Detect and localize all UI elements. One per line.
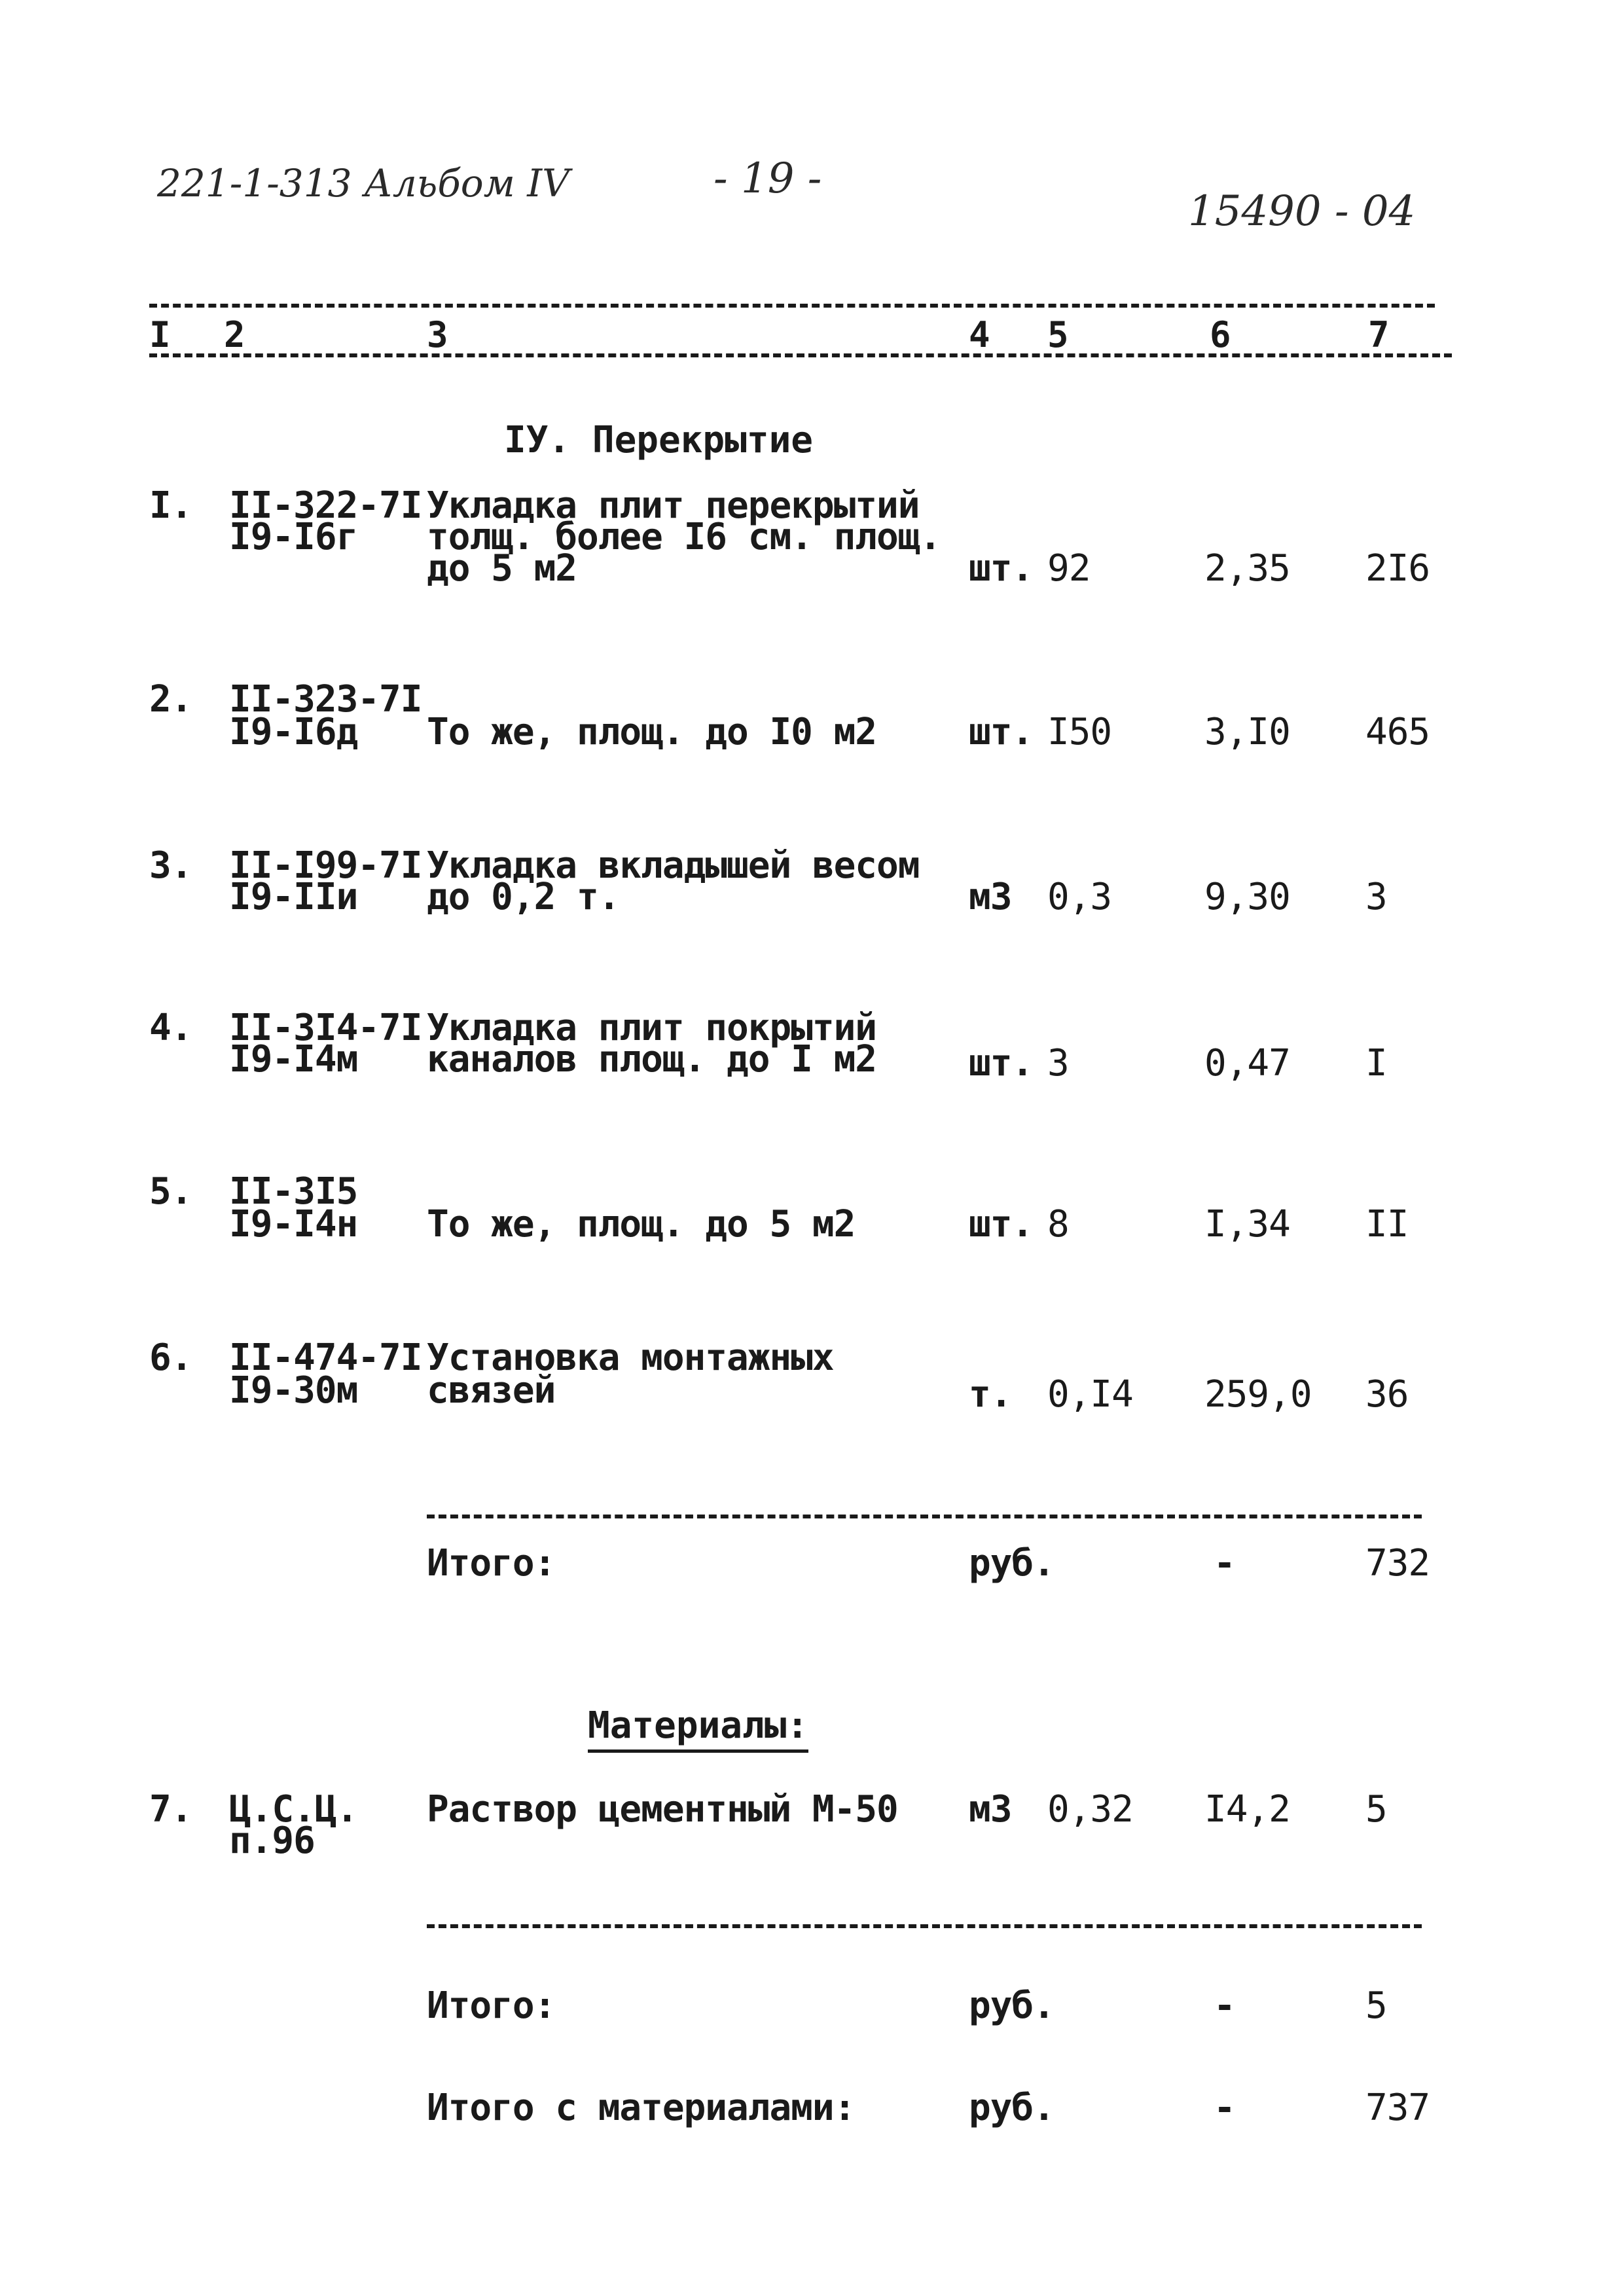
- subtotal-total: 5: [1365, 1984, 1387, 2027]
- row-qty: 0,32: [1047, 1788, 1133, 1831]
- col-number-5: 5: [1047, 314, 1069, 355]
- row-price: I4,2: [1204, 1788, 1290, 1831]
- row-unit: т.: [969, 1373, 1012, 1416]
- grand-total-price: -: [1214, 2087, 1235, 2129]
- row-code-2: I9-I6г: [229, 516, 358, 558]
- col-number-6: 6: [1210, 314, 1231, 355]
- album-reference: 221-1-313 Альбом IV: [157, 161, 570, 206]
- subtotal-unit: руб.: [969, 1542, 1055, 1585]
- row-qty: 8: [1047, 1203, 1069, 1246]
- row-code-2: I9-30м: [229, 1369, 358, 1412]
- row-desc-1: Укладка вкладышей весом: [427, 844, 920, 887]
- row-code-1: II-474-7I: [229, 1336, 422, 1379]
- row-price: 2,35: [1204, 547, 1290, 590]
- row-code-1: II-3I4-7I: [229, 1007, 422, 1049]
- row-unit: шт.: [969, 1203, 1034, 1246]
- row-price: 3,I0: [1204, 711, 1290, 753]
- row-price: 0,47: [1204, 1042, 1290, 1085]
- subtotal-price: -: [1214, 1542, 1235, 1585]
- row-qty: I50: [1047, 711, 1112, 753]
- header-top-rule: [149, 304, 1435, 308]
- row-desc-1: Установка монтажных: [427, 1336, 834, 1379]
- row-number: 7.: [149, 1788, 192, 1831]
- grand-total-label: Итого с материалами:: [427, 2087, 856, 2129]
- row-number: 4.: [149, 1007, 192, 1049]
- row-total: 2I6: [1365, 547, 1430, 590]
- row-code-1: Ц.С.Ц.: [229, 1788, 358, 1831]
- row-code-1: II-323-7I: [229, 678, 422, 721]
- row-price: 259,0: [1204, 1373, 1312, 1416]
- col-number-1: I: [149, 314, 171, 355]
- row-total: II: [1365, 1203, 1409, 1246]
- row-code-1: II-I99-7I: [229, 844, 422, 887]
- section-title: IУ. Перекрытие: [504, 419, 814, 461]
- row-code-2: I9-I4м: [229, 1038, 358, 1081]
- row-desc-1: Раствор цементный М-50: [427, 1788, 898, 1831]
- row-number: 2.: [149, 678, 192, 721]
- row-desc-1: То же, площ. до 5 м2: [427, 1203, 856, 1246]
- row-code-2: I9-I4н: [229, 1203, 358, 1246]
- row-total: 5: [1365, 1788, 1387, 1831]
- row-total: 36: [1365, 1373, 1409, 1416]
- row-desc-1: Укладка плит покрытий: [427, 1007, 877, 1049]
- row-number: I.: [149, 484, 192, 527]
- row-unit: шт.: [969, 547, 1034, 590]
- row-unit: м3: [969, 876, 1012, 918]
- subtotal-total: 732: [1365, 1542, 1430, 1585]
- row-number: 3.: [149, 844, 192, 887]
- grand-total-unit: руб.: [969, 2087, 1055, 2129]
- col-number-3: 3: [427, 314, 448, 355]
- row-code-1: II-322-7I: [229, 484, 422, 527]
- subtotal-price: -: [1214, 1984, 1235, 2027]
- row-code-2: I9-I6д: [229, 711, 358, 753]
- row-code-2: п.96: [229, 1820, 315, 1862]
- col-number-2: 2: [224, 314, 245, 355]
- row-unit: м3: [969, 1788, 1012, 1831]
- subtotal-unit: руб.: [969, 1984, 1055, 2027]
- row-price: 9,30: [1204, 876, 1290, 918]
- row-price: I,34: [1204, 1203, 1290, 1246]
- col-number-4: 4: [969, 314, 990, 355]
- row-desc-2: до 0,2 т.: [427, 876, 620, 918]
- col-number-7: 7: [1368, 314, 1390, 355]
- row-total: 465: [1365, 711, 1430, 753]
- row-desc-1: Укладка плит перекрытий: [427, 484, 920, 527]
- grand-total-value: 737: [1365, 2087, 1430, 2129]
- row-number: 5.: [149, 1170, 192, 1213]
- row-code-2: I9-IIи: [229, 876, 358, 918]
- row-desc-2: связей: [427, 1369, 556, 1412]
- row-desc-2: толщ. более I6 см. площ.: [427, 516, 941, 558]
- subtotal-rule: [427, 1515, 1422, 1518]
- row-unit: шт.: [969, 711, 1034, 753]
- subtotal-label: Итого:: [427, 1984, 556, 2027]
- row-desc-3: до 5 м2: [427, 547, 577, 590]
- row-qty: 0,I4: [1047, 1373, 1133, 1416]
- row-desc-2: каналов площ. до I м2: [427, 1038, 877, 1081]
- row-qty: 92: [1047, 547, 1091, 590]
- materials-title: Материалы:: [588, 1704, 808, 1747]
- page-number: - 19 -: [713, 154, 822, 203]
- row-code-1: II-3I5: [229, 1170, 358, 1213]
- subtotal-label: Итого:: [427, 1542, 556, 1585]
- row-unit: шт.: [969, 1042, 1034, 1085]
- row-qty: 0,3: [1047, 876, 1112, 918]
- row-desc-1: То же, площ. до I0 м2: [427, 711, 877, 753]
- header-bottom-rule: [149, 353, 1452, 357]
- document-number: 15490 - 04: [1188, 187, 1416, 236]
- row-number: 6.: [149, 1336, 192, 1379]
- row-qty: 3: [1047, 1042, 1069, 1085]
- row-total: I: [1365, 1042, 1387, 1085]
- row-total: 3: [1365, 876, 1387, 918]
- materials-subtotal-rule: [427, 1924, 1422, 1928]
